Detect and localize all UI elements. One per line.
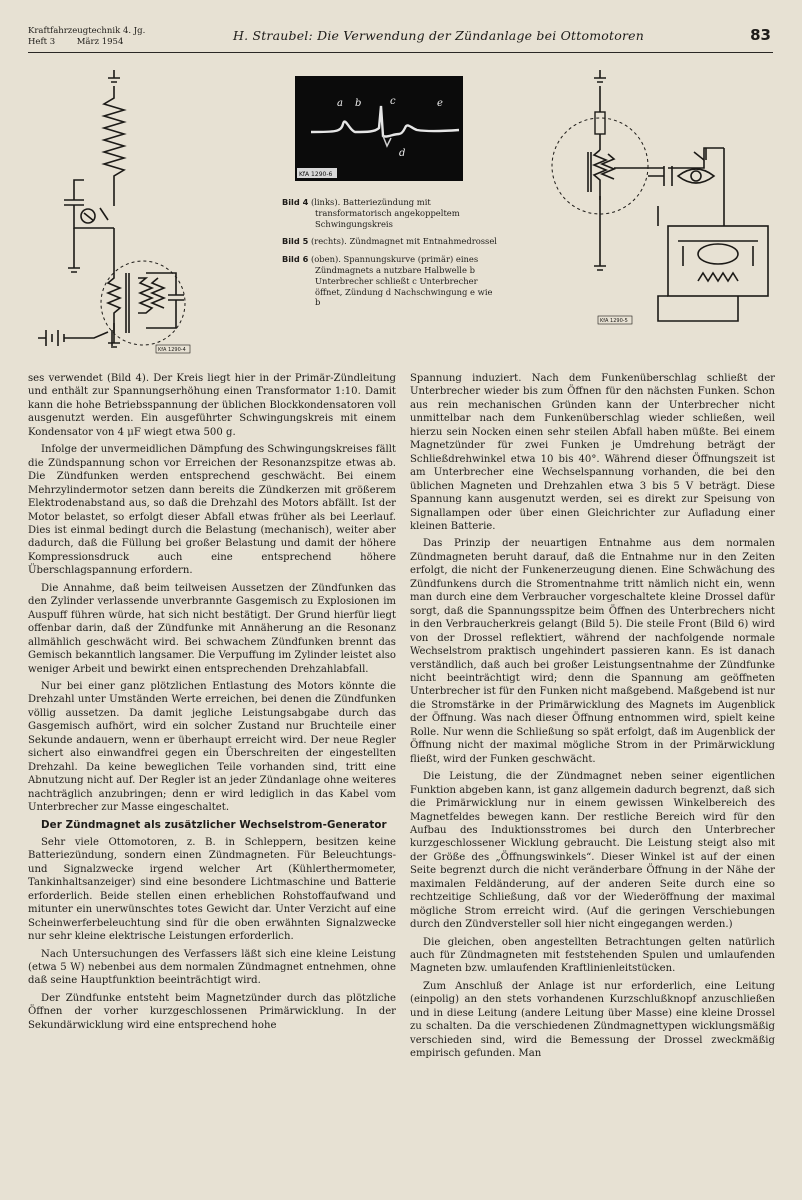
- caption-label-6: Bild 6: [282, 254, 309, 265]
- paragraph: Die Leistung, die der Zündmagnet neben seiner eigentlichen Funktion abgeben kann, ist ganz allgemein dadurch begrenzt, daß sich die Primärwicklung nur in einem gewissen Winkelbereich des Magnetfeldes bewegen kann. Der restliche Bereich wird für den Aufbau des Induktionsstromes bei durch den Unterbrecher kurzgeschlossener Wicklung gebraucht. Die Leistung steigt also mit der Größe des „Öffnungswinkels“. Dieser Winkel ist auf der einen Seite begrenzt durch die nicht veränderbare Öffnung in der Nähe der maximalen Feldänderung, auf der anderen Seite durch eine so rechtzeitige Schließung, daß vor der Wiederöffnung der maximal mögliche Strom erreicht wird. (Auf die geringen Verschiebungen durch den Zündversteller soll hier nicht eingegangen werden.): [410, 771, 775, 931]
- figure-5-diagram: [548, 66, 778, 336]
- figure-6-tag: KfA 1290-6: [299, 171, 333, 178]
- paragraph: ses verwendet (Bild 4). Der Kreis liegt hier in der Primär-Zündleitung und enthält zur Spannungserhöhung einen Transformator 1:10. Damit kann die hohe Betriebsspannung der üblichen Blockkondensatoren voll ausgenutzt werden. Ein ausgeführter Schwingungskreis mit einem Kondensator von 4 μF wiegt etwa 500 g.: [28, 373, 396, 438]
- section-heading: Der Zündmagnet als zusätzlicher Wechselstrom-Generator: [41, 818, 387, 831]
- journal-line-2: Heft 3 März 1954: [28, 37, 124, 47]
- figure-6-svg: [295, 76, 463, 181]
- paragraph: Der Zündfunke entsteht beim Magnetzünder durch das plötzliche Öffnen der vorher kurzgeschlossenen Primärwicklung. In der Sekundärwicklung wird eine entsprechend hohe: [28, 992, 396, 1031]
- figure-captions: [282, 197, 500, 315]
- figure-4-svg: [28, 68, 268, 363]
- figure-5-tag: KfA 1290-5: [600, 318, 628, 324]
- caption-bild-6: [282, 254, 500, 308]
- photo-label-c: c: [390, 96, 396, 107]
- paragraph: Spannung induziert. Nach dem Funkenüberschlag schließt der Unterbrecher wieder bis zum Öffnen für den nächsten Funken. Schon aus rein mechanischen Gründen kann der Unterbrecher nicht unmittelbar nach dem Funkenüberschlag wieder schließen, weil hierzu sein Nocken einen sehr steilen Abfall haben müßte. Bei einem Magnetzünder für zwei Funken je Umdrehung beträgt der Schließdrehwinkel etwa 10 bis 40°. Während dieser Öffnungszeit ist am Unterbrecher eine Wechselspannung vorhanden, die bei den üblichen Magneten und Drehzahlen etwa 3 bis 5 V beträgt. Diese Spannung kann ausgenutzt werden, sei es direkt zur Speisung von Signallampen oder über einen Gleichrichter zur Aufladung einer kleinen Batterie.: [410, 373, 775, 532]
- article-running-title: H. Straubel: Die Verwendung der Zündanlage bei Ottomotoren: [233, 28, 644, 43]
- paragraph: Zum Anschluß der Anlage ist nur erforderlich, eine Leitung (einpolig) an den stets vorhandenen Kurzschlußknopf anzuschließen und in diese Leitung (andere Leitung über Masse) eine kleine Drossel zu schalten. Da die verschiedenen Zündmagnettypen wicklungsmäßig verschieden sind, wird die Bemessung der Drossel zweckmäßig empirisch gefunden. Man: [410, 980, 775, 1060]
- figure-4-tag: KfA 1290-4: [158, 347, 186, 353]
- text-column-left: [28, 372, 396, 1036]
- paragraph: Das Prinzip der neuartigen Entnahme aus dem normalen Zündmagneten beruht darauf, daß die Entnahme nur in den Zeiten erfolgt, die nicht der Funkenerzeugung dienen. Eine Schwächung des Zündfunkens durch die Stromentnahme tritt nämlich nicht ein, wenn man durch eine dem Verbraucher vorgeschaltete kleine Drossel dafür sorgt, daß die Spannungsspitze beim Öffnen des Unterbrechers nicht in den Verbraucherkreis gelangt (Bild 5). Die steile Front (Bild 6) wird von der Drossel reflektiert, während der nachfolgende normale Wechselstrom praktisch ungehindert passieren kann. Es ist danach verständlich, daß auch bei großer Leistungsentnahme der Zündfunke nicht beeinträchtigt wird; denn die Spannung am geöffneten Unterbrecher ist für den Funken nicht maßgebend. Maßgebend ist nur die Stromstärke in der Primärwicklung des Magnets im Augenblick der Öffnung. Was nach dieser Öffnung entnommen wird, spielt keine Rolle. Nur wenn die Schließung so spät erfolgt, daß im Augenblick der Öffnung nicht der maximal mögliche Strom in der Primärwicklung fließt, wird der Funken geschwächt.: [410, 538, 775, 765]
- paragraph: Die Annahme, daß beim teilweisen Aussetzen der Zündfunken das den Zylinder verlassende unverbrannte Gasgemisch zu Explosionen im Auspuff führen würde, hat sich nicht bestätigt. Der Grund hierfür liegt offenbar darin, daß der Zündfunke mit Annäherung an die Resonanz allmählich geschwächt wird. Bei schwachem Zündfunken brennt das Gemisch bekanntlich langsamer. Die Verpuffung im Zylinder leistet also weniger Arbeit und bewirkt einen entsprechenden Drehzahlabfall.: [28, 582, 396, 675]
- caption-text-6: (oben). Spannungskurve (primär) eines Zündmagnets a nutzbare Halbwelle b Unterbrecher schließt c Unterbrecher öffnet, Zündung d Nachschwingung e wie b: [310, 254, 493, 308]
- caption-text-4: (links). Batteriezündung mit transformatorisch angekoppeltem Schwingungskreis: [310, 197, 460, 229]
- paragraph: Nur bei einer ganz plötzlichen Entlastung des Motors könnte die Drehzahl unter Umständen Werte erreichen, bei denen die Zündfunken völlig aussetzen. Da damit jegliche Leistungsabgabe durch das Gasgemisch aufhört, wird ein solcher Zustand nur Bruchteile einer Sekunde andauern, wenn er überhaupt erreicht wird. Der neue Regler sichert also einwandfrei gegen ein Überschreiten der eingestellten Drehzahl. Da keine beweglichen Teile vorhanden sind, tritt eine Abnutzung nicht auf. Der Regler ist an jeder Zündanlage ohne weiteres nachträglich anzubringen; denn er wird lediglich in das Kabel vom Unterbrecher zur Masse eingeschaltet.: [28, 680, 396, 814]
- figure-4-diagram: [28, 68, 268, 363]
- photo-label-a: a: [337, 98, 343, 109]
- page-header: [28, 26, 773, 53]
- photo-label-d: d: [399, 148, 406, 159]
- figure-5-svg: [548, 66, 778, 336]
- text-column-right: [410, 372, 775, 1065]
- figure-6-oscillogram: [295, 76, 463, 181]
- page-number: 83: [750, 26, 771, 44]
- caption-label-4: Bild 4: [282, 197, 309, 207]
- caption-text-5: (rechts). Zündmagnet mit Entnahmedrossel: [310, 236, 497, 247]
- paragraph: Nach Untersuchungen des Verfassers läßt sich eine kleine Leistung (etwa 5 W) nebenbei aus dem normalen Zündmagnet entnehmen, ohne daß seine Hauptfunktion beeinträchtigt wird.: [28, 948, 396, 987]
- journal-info: [28, 26, 145, 48]
- photo-label-e: e: [437, 98, 443, 109]
- paragraph: Sehr viele Ottomotoren, z. B. in Schleppern, besitzen keine Batteriezündung, sondern einen Zündmagneten. Für Beleuchtungs- und Signalzwecke irgend welcher Art (Kühlerthermometer, Tankinhaltsanzeiger) sind eine besondere Lichtmaschine und Batterie erforderlich. Beide stellen einen erheblichen Rohstoffaufwand und mitunter ein unerwünschtes totes Gewicht dar. Unter Verzicht auf eine Scheinwerferbeleuchtung sind für die oben erwähnten Signalzwecke nur sehr kleine elektrische Leistungen erforderlich.: [28, 836, 396, 943]
- caption-label-5: Bild 5: [282, 236, 309, 247]
- photo-label-b: b: [355, 98, 362, 109]
- caption-bild-5: [282, 236, 500, 247]
- journal-line-1: Kraftfahrzeugtechnik 4. Jg.: [28, 26, 146, 36]
- paragraph: Die gleichen, oben angestellten Betrachtungen gelten natürlich auch für Zündmagneten mit feststehenden Spulen und umlaufenden Magneten bzw. umlaufenden Kraftlinienleitstücken.: [410, 936, 775, 975]
- caption-bild-4: [282, 197, 500, 229]
- paragraph: Infolge der unvermeidlichen Dämpfung des Schwingungskreises fällt die Zündspannung schon vor Erreichen der Resonanzspitze etwas ab. Die Zündfunken werden entsprechend geschwächt. Bei einem Mehrzylindermotor setzen dann bereits die Zündkerzen mit größerem Elektrodenabstand aus, so daß die Drehzahl des Motors abfällt. Ist der Motor belastet, so erfolgt dieser Abfall etwas früher als bei Leerlauf. Dies ist einmal bedingt durch die Belastung (mechanisch), weiter aber dadurch, daß die Füllung bei großer Belastung und damit der höhere Kompressionsdruck auch eine entsprechend höhere Überschlagspannung erfordern.: [28, 444, 396, 577]
